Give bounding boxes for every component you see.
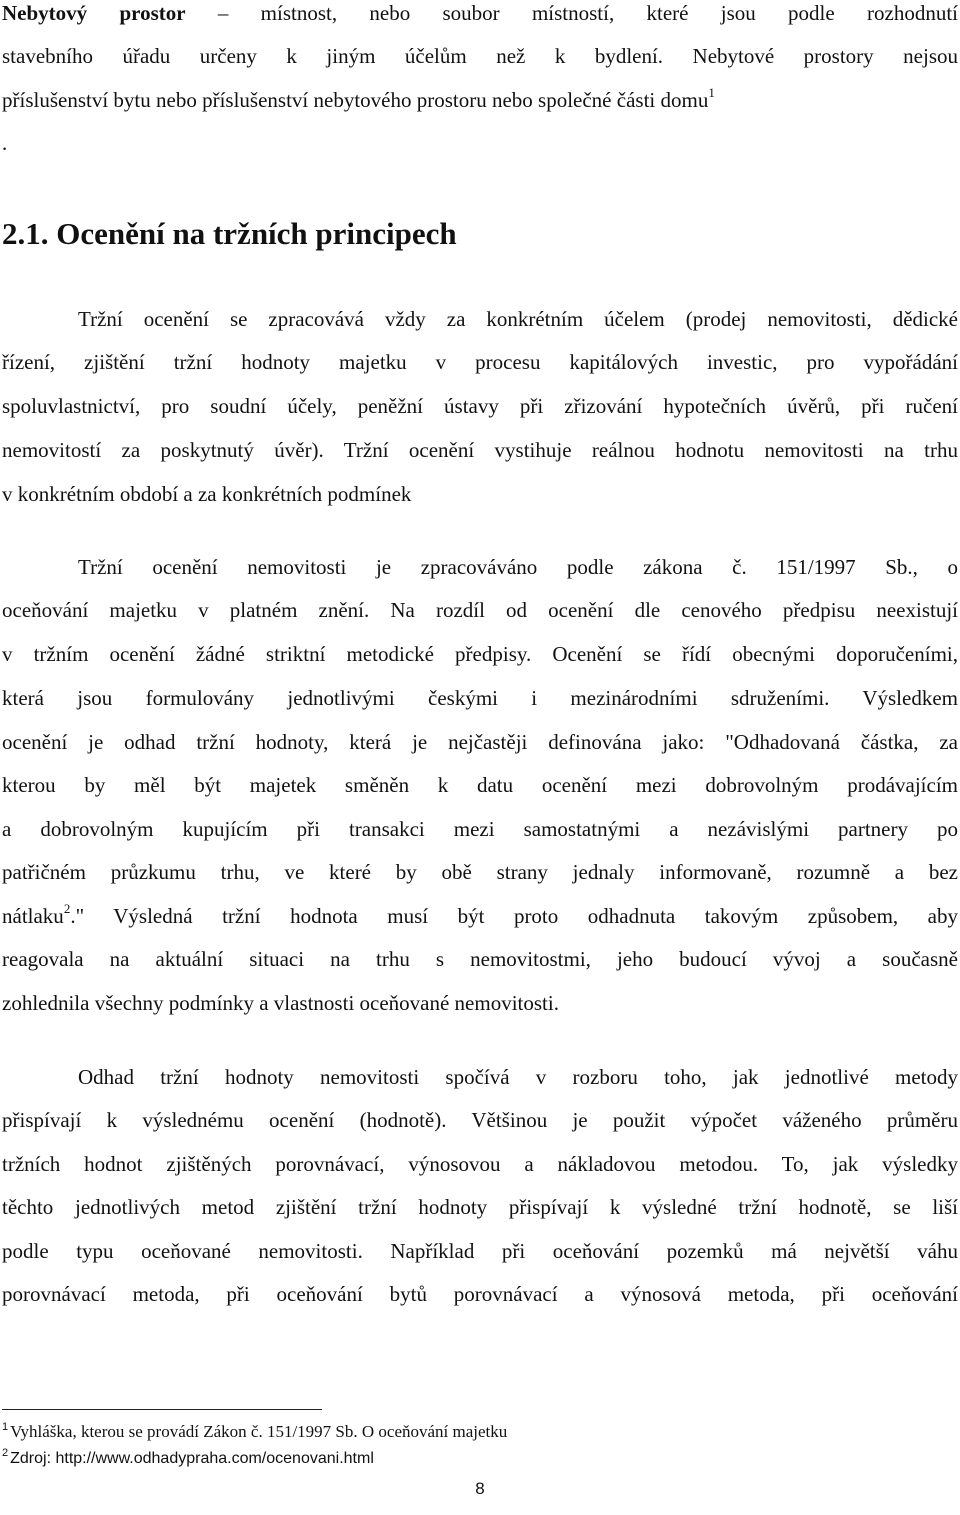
- p2-line-1: Tržní ocenění nemovitosti je zpracováváno podle zákona č. 151/1997 Sb., o: [78, 555, 958, 579]
- p2-line-9: nátlaku$^2$." Výsledná tržní hodnota musí být proto odhadnuta takovým způsobem, aby: [2, 901, 958, 928]
- intro-line-1: Nebytový prostor – místnost, nebo soubor místností, které jsou podle rozhodnutí: [2, 1, 958, 25]
- p2-line-6: kterou by měl být majetek směněn k datu ocenění mezi dobrovolným prodávajícím: [2, 773, 958, 797]
- p2-line-8: patřičném průzkumu trhu, ve které by obě strany jednaly informovaně, rozumně a bez: [2, 860, 958, 884]
- footnote-1-text: Vyhláška, kterou se provádí Zákon č. 151/1997 Sb. O oceňování majetku: [10, 1422, 508, 1441]
- footnote-2-link[interactable]: Zdroj: http://www.odhadypraha.com/ocenovani.html: [10, 1450, 374, 1467]
- footnote-2: [2, 1449, 374, 1470]
- p1-line-3: spoluvlastnictví, pro soudní účely, peněžní ústavy při zřizování hypotečních úvěrů, při ručení: [2, 394, 958, 418]
- footnote-1: [2, 1422, 507, 1444]
- p1-line-1: Tržní ocenění se zpracovává vždy za konkrétním účelem (prodej nemovitosti, dědické: [78, 307, 958, 331]
- p3-line-5: podle typu oceňované nemovitosti. Například při oceňování pozemků má největší váhu: [2, 1239, 958, 1263]
- intro-line-3: příslušenství bytu nebo příslušenství nebytového prostoru nebo společné části domu$^1$: [2, 85, 715, 112]
- p1-line-2: řízení, zjištění tržní hodnoty majetku v procesu kapitálových investic, pro vypořádání: [2, 350, 958, 374]
- intro-line-4: .: [2, 131, 8, 155]
- p2-line-10: reagovala na aktuální situaci na trhu s nemovitostmi, jeho budoucí vývoj a současně: [2, 947, 958, 971]
- footnote-1-mark: 1: [2, 1421, 9, 1433]
- p3-line-3: tržních hodnot zjištěných porovnávací, výnosovou a nákladovou metodou. To, jak výsledky: [2, 1152, 958, 1176]
- p3-line-6: porovnávací metoda, při oceňování bytů porovnávací a výnosová metoda, při oceňování: [2, 1282, 958, 1306]
- p2-line-5: ocenění je odhad tržní hodnoty, která je nejčastěji definována jako: "Odhadovaná částka, za: [2, 730, 958, 754]
- p2-line-11: zohlednila všechny podmínky a vlastnosti oceňované nemovitosti.: [2, 991, 559, 1015]
- term-nebytovy-prostor: Nebytový prostor: [2, 1, 186, 25]
- p1-line-5: v konkrétním období a za konkrétních podmínek: [2, 482, 412, 506]
- p2-line-3: v tržním ocenění žádné striktní metodické předpisy. Ocenění se řídí obecnými doporučeními,: [2, 642, 958, 666]
- p2-line-2: oceňování majetku v platném znění. Na rozdíl od ocenění dle cenového předpisu neexistují: [2, 598, 958, 622]
- p3-line-2: přispívají k výslednému ocenění (hodnotě). Většinou je použit výpočet váženého průměru: [2, 1108, 958, 1132]
- p2-line-7: a dobrovolným kupujícím při transakci mezi samostatnými a nezávislými partnery po: [2, 817, 958, 841]
- page-number: 8: [475, 1479, 485, 1498]
- p3-line-1: Odhad tržní hodnoty nemovitosti spočívá v rozboru toho, jak jednotlivé metody: [78, 1065, 958, 1089]
- footnote-ref-1: 1: [708, 85, 715, 100]
- p2-line-4: která jsou formulovány jednotlivými českými i mezinárodními sdruženími. Výsledkem: [2, 686, 958, 710]
- section-heading: 2.1. Ocenění na tržních principech: [2, 216, 457, 251]
- footnote-ref-2: 2: [63, 901, 71, 916]
- p1-line-4: nemovitostí za poskytnutý úvěr). Tržní ocenění vystihuje reálnou hodnotu nemovitosti na trhu: [2, 438, 958, 462]
- p3-line-4: těchto jednotlivých metod zjištění tržní hodnoty přispívají k výsledné tržní hodnotě, se liší: [2, 1195, 958, 1219]
- footnote-2-mark: 2: [2, 1447, 9, 1459]
- intro-line-2: stavebního úřadu určeny k jiným účelům než k bydlení. Nebytové prostory nejsou: [2, 44, 958, 68]
- footnote-divider: [2, 1409, 322, 1410]
